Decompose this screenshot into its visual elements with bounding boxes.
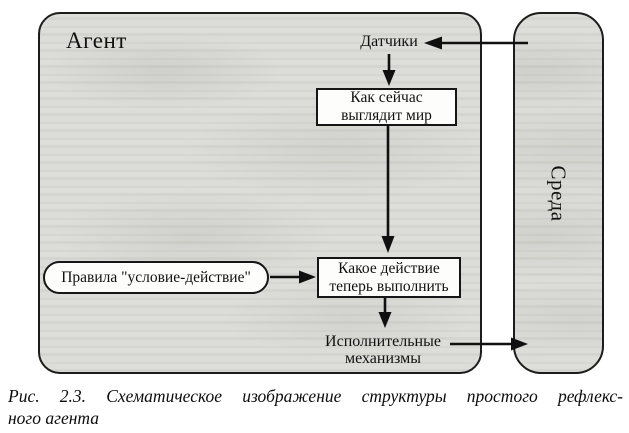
action-choice-box [317, 257, 461, 298]
actuators-label-line2: механизмы [345, 350, 421, 367]
figure-caption [8, 385, 623, 429]
actuators-label-line1: Исполнительные [325, 333, 441, 350]
action-choice-box-line2: теперь выполнить [329, 277, 449, 295]
actuators-label [312, 333, 454, 367]
condition-action-rules-label: Правила "условие-действие" [61, 268, 251, 286]
environment-box [513, 12, 604, 374]
world-state-box [316, 88, 457, 126]
condition-action-rules-pill [43, 261, 269, 294]
action-choice-box-line1: Какое действие [338, 259, 440, 277]
environment-label: Среда [547, 164, 571, 222]
world-state-box-line2: выглядит мир [341, 107, 432, 124]
agent-box [38, 12, 482, 374]
figure-caption-line1: Рис. 2.3. Схематическое изображение структуры простого рефлекс- [8, 386, 623, 406]
world-state-box-line1: Как сейчас [350, 89, 423, 106]
figure-caption-line2: ного агента [8, 408, 100, 428]
agent-label: Агент [66, 28, 127, 53]
sensors-label: Датчики [360, 33, 418, 50]
